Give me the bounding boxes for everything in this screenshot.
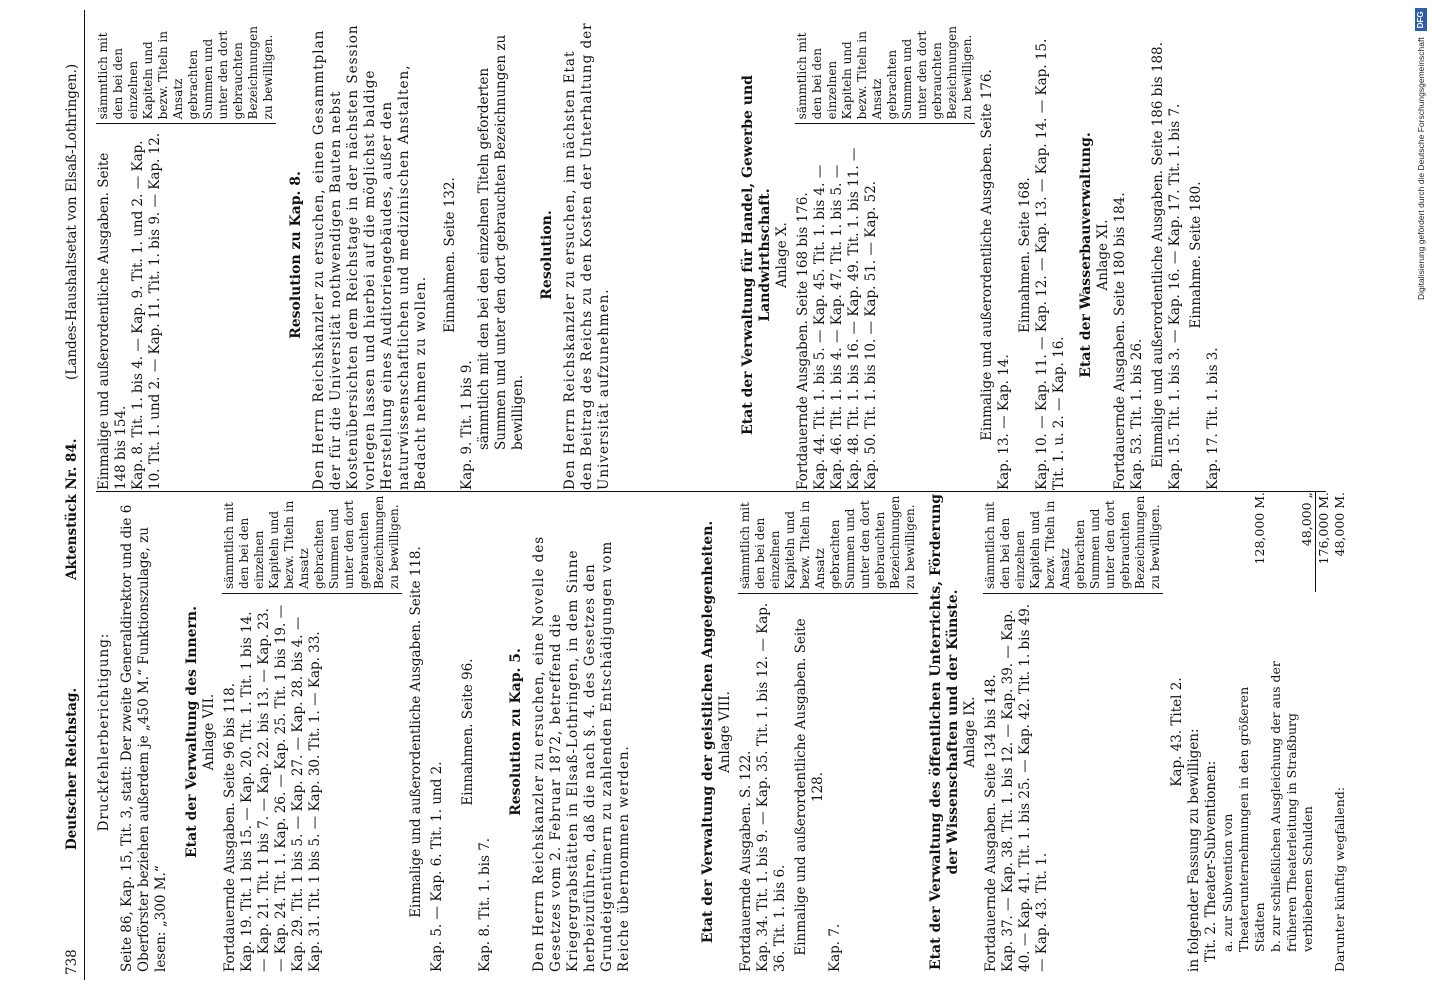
druckfehler-title: Druckfehlerberichtigung: — [96, 632, 112, 832]
handel-fortdauernd: Fortdauernde Ausgaben. Seite 168 bis 176. — [795, 192, 811, 490]
dfg-logo: DFG — [1415, 8, 1427, 31]
wasser-fortdauernd: Fortdauernde Ausgaben. Seite 180 bis 184. — [1112, 192, 1128, 490]
header-center: Aktenstück Nr. 84. — [64, 438, 80, 580]
unterricht-fortdauernd: Fortdauernde Ausgaben. Seite 134 bis 148. — [983, 674, 999, 972]
unterricht-anlage: Anlage IX. — [962, 696, 978, 768]
einnahmen-3: Einnahmen. Seite 132. — [442, 177, 458, 333]
unterricht-kapitel-list: Kap. 37. — Kap. 38. Tit. 1. bis 12. — Kap. 39. — Kap. 40. — Kap. 41. Tit. 1. bis 25. — Kap. 42. Tit. 1. bis 49. — Kap. 43. Tit. 1. — [1000, 603, 1050, 972]
handel-bewilligung-brace: sämmtlich mit den bei den einzelnen Kapiteln und bezw. Titeln in Ansatz gebrachten Summen und unter den dort gebrauchten Bezeichnungen zu bewilligen. — [795, 20, 975, 124]
innern-fortdauernd: Fortdauernde Ausgaben. Seite 96 bis 118. — [222, 682, 238, 972]
druckfehler-text: Seite 86, Kap. 15, Tit. 3, statt: Der zweite Generaldirektor und die 6 Oberförster beziehen außerdem je „450 M.“ Funktionszulage, zu lesen: „300 M.“ — [119, 504, 169, 972]
wasser-einnahme: Einnahme. Seite 180. — [1188, 181, 1204, 329]
unterricht-title: Etat der Verwaltung des öffentlichen Unterrichts, Förderung der Wissenschaften und der Künste. — [928, 493, 961, 971]
geistl-einmalig: Einmalige und außerordentliche Ausgaben. Seite 128. — [793, 618, 826, 956]
page-number: 738 — [64, 949, 80, 975]
wasser-einmalig-kap: Kap. 15. Tit. 1. bis 3. — Kap. 16. — Kap. 17. Tit. 1. bis 7. — [1167, 103, 1183, 490]
resolution-text: Den Herrn Reichskanzler zu ersuchen, im nächsten Etat den Beitrag des Reichs zu den Kosten der Unterhaltung der Universität aufzunehmen. — [562, 22, 612, 490]
handel-title: Etat der Verwaltung für Handel, Gewerbe und Landwirthschaft. — [740, 75, 773, 435]
header-left: Deutscher Reichstag. — [64, 687, 80, 850]
einnahmen-3-text: sämmtlich mit den bei den einzelnen Titeln geforderten Summen und unter den dort gebrauchten Bezeichnungen zu bewilligen. — [476, 34, 526, 450]
handel-kapitel-list: Kap. 44. Tit. 1. bis 5. — Kap. 45. Tit. 1. bis 4. — Kap. 46. Tit. 1. bis 4. — Kap. 47. Tit. 1. bis 5. — Kap. 48. Tit. 1. bis 16. — Kap. 49. Tit. 1. bis 11. — Kap. 50. Tit. 1. bis 10. — Kap. 51. — Kap. 52. — [812, 147, 879, 490]
unterricht-bewilligung-brace: sämmtlich mit den bei den einzelnen Kapiteln und bezw. Titeln in Ansatz gebrachten Summen und unter den dort gebrauchten Bezeichnungen zu bewilligen. — [983, 493, 1163, 594]
innern-einmalig: Einmalige und außerordentliche Ausgaben. Seite 118. — [408, 546, 424, 918]
column-1 — [96, 492, 633, 972]
geistl-anlage: Anlage VIII. — [717, 691, 733, 773]
handel-einnahmen: Einnahmen. Seite 168. — [1017, 177, 1033, 333]
tit2-heading: Tit. 2. Theater-Subventionen: — [1203, 760, 1219, 962]
resolution-kap5-text: Den Herrn Reichskanzler zu ersuchen, eine Novelle des Gesetzes vom 2. Februar 1872, betreffend die Kriegergrabstätten in Elsaß-Lothringen, in dem Sinne herbeizuführen, daß die nach §. 4. des Gesetzes den Grundeigentümern zu zahlenden Entschädigungen vom Reiche übernommen werden. — [531, 535, 632, 972]
column-2 — [700, 492, 1348, 972]
item-b-amount: 48,000 „ — [1299, 492, 1316, 592]
item-a-text: a. zur Subvention von Theaterunternehmungen in den größeren Städten — [1220, 686, 1267, 952]
item-b-text: b. zur schließlichen Ausgleichung der aus der früheren Theaterleitung in Straßburg verbliebenen Schulden — [1268, 661, 1315, 952]
geistl-title: Etat der Verwaltung der geistlichen Angelegenheiten. — [700, 520, 716, 944]
wasser-kap: Kap. 53. Tit. 1. bis 26. — [1129, 338, 1145, 490]
innern-kap5: Kap. 5. — Kap. 6. Tit. 1. und 2. — [429, 761, 445, 972]
innern-kapitel-list: Kap. 19. Tit. 1 bis 15. — Kap. 20. Tit. 1. Tit. 1 bis 14. — Kap. 21. Tit. 1 bis 7. — Kap. 22. bis 13. — Kap. 23. — Kap. 24. Tit. 1. Kap. 26. — Kap. 25. Tit. 1 bis 19. — Kap. 29. Tit. 1 bis 5. — Kap. 27. — Kap. 28. bis 4. — Kap. 31. Tit. 1 bis 5. — Kap. 30. Tit. 1. — Kap. 33. — [239, 604, 323, 972]
geistl-fortdauernd: Fortdauernde Ausgaben. S. 122. — [738, 750, 754, 972]
einmalig-kapitel-list: Kap. 8. Tit. 1. bis 4. — Kap. 9. Tit. 1. und 2. — Kap. 10. Tit. 1. und 2. — Kap. 11. Tit. 1. bis 9. — Kap. 12. — [130, 132, 163, 490]
column-divider — [96, 491, 1326, 492]
handel-einnahmen-kap: Kap. 10. — Kap. 11. — Kap. 12. — Kap. 13. — Kap. 14. — Kap. 15. Tit. 1. u. 2. — Kap. 16. — [1034, 38, 1067, 490]
header-right: (Landes-Haushaltsetat von Elsaß-Lothringen.) — [64, 63, 80, 380]
innern-bewilligung-brace: sämmtlich mit den bei den einzelnen Kapiteln und bezw. Titeln in Ansatz gebrachten Summen und unter den dort gebrauchten Bezeichnungen zu bewilligen. — [222, 493, 402, 594]
wasser-einnahme-kap: Kap. 17. Tit. 1. bis 3. — [1205, 347, 1221, 490]
header-rule — [84, 10, 85, 980]
wasser-anlage: Anlage XI. — [1095, 219, 1111, 291]
handel-anlage: Anlage X. — [774, 222, 790, 288]
geistl-bewilligung-brace: sämmtlich mit den bei den einzelnen Kapiteln und bezw. Titeln in Ansatz gebrachten Summen und unter den dort gebrauchten Bezeichnungen zu bewilligen. — [738, 493, 918, 594]
fassung-text: in folgender Fassung zu bewilligen: — [1186, 728, 1202, 972]
resolution-title: Resolution. — [539, 210, 555, 300]
einmalig-top: Einmalige und außerordentliche Ausgaben. Seite 148 bis 154. — [96, 152, 129, 490]
column-4 — [740, 20, 1222, 490]
geistl-kapitel-list: Kap. 34. Tit. 1. bis 9. — Kap. 35. Tit. 1. bis 12. — Kap. 36. Tit. 1. bis 6. — [755, 602, 788, 972]
wasser-title: Etat der Wasserbauverwaltung. — [1078, 132, 1094, 378]
innern-anlage: Anlage VII. — [201, 693, 217, 771]
resolution-kap5-title: Resolution zu Kap. 5. — [508, 648, 524, 816]
einnahmen-1: Einnahmen. Seite 96. — [460, 658, 476, 806]
resolution-kap8-title: Resolution zu Kap. 8. — [288, 171, 304, 339]
wasser-einmalig: Einmalige und außerordentliche Ausgaben. Seite 186 bis 188. — [1150, 42, 1166, 468]
einnahmen-1-kap: Kap. 8. Tit. 1. bis 7. — [477, 837, 493, 972]
watermark-text: Digitalisierung gefördert durch die Deutsche Forschungsgemeinschaft — [1416, 37, 1426, 300]
innern-title: Etat der Verwaltung des Innern. — [184, 606, 200, 858]
geistl-kap7: Kap. 7. — [827, 923, 843, 972]
handel-einmalig: Einmalige und außerordentliche Ausgaben. Seite 176. — [979, 69, 995, 441]
handel-kap13: Kap. 13. — Kap. 14. — [996, 354, 1012, 490]
top-bewilligung-brace: sämmtlich mit den bei den einzelnen Kapiteln und bezw. Titeln in Ansatz gebrachten Summen und unter den dort gebrauchten Bezeichnungen zu bewilligen. — [96, 20, 276, 124]
column-3 — [96, 20, 613, 490]
kap43-title: Kap. 43. Titel 2. — [1169, 677, 1185, 787]
resolution-kap8-text: Den Herrn Reichskanzler zu ersuchen, einen Gesammtplan der für die Universität nothwendigen Bauten nebst Kostenübersichten dem Reichstage in der nächsten Session vorlegen lassen und hierbei auf die möglichst baldige Herstellung eines Auditoriengebäudes, außer den naturwissenschaftlichen und medizinischen Anstalten, Bedacht nehmen zu wollen. — [311, 24, 429, 490]
item-a-amount: 128,000 M. — [1252, 492, 1267, 565]
kuenftig-label: Darunter künftig wegfallend: — [1332, 786, 1347, 972]
watermark-band — [1414, 0, 1428, 300]
kuenftig-amount: 48,000 M. — [1332, 492, 1347, 557]
sum-amount: 176,000 M. — [1316, 492, 1331, 565]
einnahmen-3-kap: Kap. 9. Tit. 1 bis 9. — [459, 360, 475, 490]
